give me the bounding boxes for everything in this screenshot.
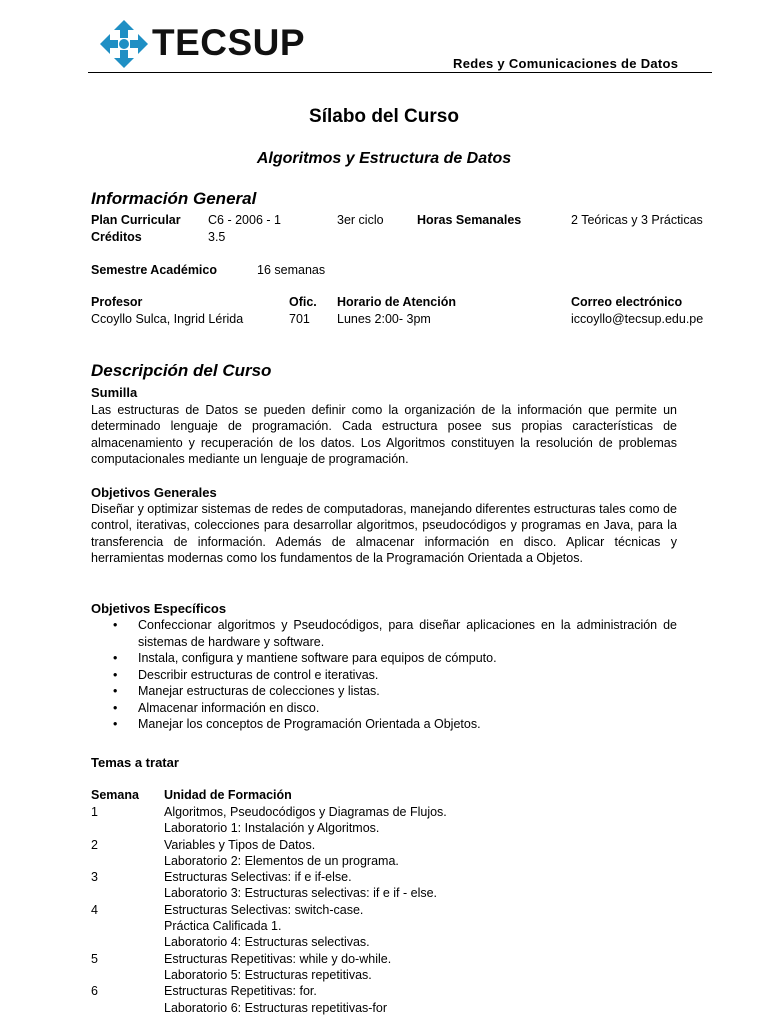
week-number: 2 <box>91 837 98 852</box>
department-header: Redes y Comunicaciones de Datos <box>453 56 679 71</box>
objectives-title: Objetivos Generales <box>91 485 217 500</box>
table-row <box>91 869 691 902</box>
office-value: 701 <box>289 312 310 326</box>
table-row <box>91 951 691 984</box>
hours-label: Horas Semanales <box>417 213 522 227</box>
unit-line: Laboratorio 3: Estructuras selectivas: if e if - else. <box>164 886 438 901</box>
unit-line: Algoritmos, Pseudocódigos y Diagramas de Flujos. <box>164 805 447 819</box>
unit-line: Práctica Calificada 1. <box>164 919 282 934</box>
unit-line: Laboratorio 4: Estructuras selectivas. <box>164 935 370 950</box>
unit-line: Estructuras Repetitivas: for. <box>164 984 317 999</box>
schedule-value: Lunes 2:00- 3pm <box>337 312 431 326</box>
course-name: Algoritmos y Estructura de Datos <box>256 150 512 167</box>
list-item: • Manejar los conceptos de Programación Orientada a Objetos. <box>113 717 481 731</box>
bullet-icon: • <box>113 684 118 698</box>
table-row <box>91 902 691 951</box>
week-number: 3 <box>91 870 98 885</box>
week-column-header: Semana <box>91 788 139 802</box>
unit-line: Estructuras Repetitivas: while y do-while. <box>164 951 392 966</box>
professor-label: Profesor <box>91 295 143 309</box>
bullet-icon: • <box>113 717 118 731</box>
bullet-icon: • <box>113 667 118 682</box>
page-title: Sílabo del Curso <box>309 106 459 127</box>
semester-label: Semestre Académico <box>91 263 217 277</box>
list-item: • Manejar estructuras de colecciones y listas. <box>113 684 380 698</box>
email-label: Correo electrónico <box>571 295 683 309</box>
unit-line: Laboratorio 2: Elementos de un programa. <box>164 853 399 868</box>
credits-value: 3.5 <box>208 230 226 244</box>
plan-label: Plan Curricular <box>91 213 181 227</box>
list-item: • Describir estructuras de control e iterativas. <box>113 667 379 682</box>
logo-text: TECSUP <box>152 22 306 63</box>
week-number: 1 <box>91 805 98 819</box>
table-row <box>91 837 691 870</box>
specific-objectives-list <box>91 617 677 733</box>
topics-table <box>91 804 691 1016</box>
unit-line: Variables y Tipos de Datos. <box>164 837 316 852</box>
tecsup-logo-icon <box>98 18 150 70</box>
unit-column-header: Unidad de Formación <box>164 788 292 802</box>
table-row <box>91 983 691 1016</box>
schedule-label: Horario de Atención <box>337 295 456 309</box>
table-row <box>91 804 691 837</box>
bullet-icon: • <box>113 618 118 632</box>
sumilla-title: Sumilla <box>91 385 138 400</box>
unit-line: Laboratorio 1: Instalación y Algoritmos. <box>164 821 380 836</box>
header-divider <box>88 72 712 73</box>
description-heading: Descripción del Curso <box>91 361 272 380</box>
bullet-icon: • <box>113 700 118 715</box>
week-number: 5 <box>91 951 98 966</box>
semester-value: 16 semanas <box>257 263 326 277</box>
objectives-text: Diseñar y optimizar sistemas de redes de computadoras, manejando diferentes estructuras tales como de control, iterativas, colecciones para desarrollar algoritmos, pseudocódigos y programas en Java, para la transferencia de información. Además de almacenar información en disco. Aplicar técnicas y herramientas modernas como los fundamentos de la Programación Orientada a Objetos. <box>91 502 677 565</box>
credits-label: Créditos <box>91 230 142 244</box>
info-general-heading: Información General <box>91 189 257 208</box>
list-item: • Confeccionar algoritmos y Pseudocódigos, para diseñar aplicaciones en la administración de sistemas de hardware y software. <box>113 618 677 649</box>
plan-value: C6 - 2006 - 1 <box>208 213 281 227</box>
topics-title: Temas a tratar <box>91 755 179 770</box>
office-label: Ofic. <box>289 295 317 309</box>
week-number: 6 <box>91 984 98 999</box>
unit-line: Estructuras Selectivas: switch-case. <box>164 902 364 917</box>
professor-value: Ccoyllo Sulca, Ingrid Lérida <box>91 312 244 326</box>
sumilla-text: Las estructuras de Datos se pueden definir como la organización de la información que permite un determinado lenguaje de programación. Cada estructura posee sus propias características de almacenamiento y recuperación de los datos. Los Algoritmos constituyen la resolución de problemas computacionales mediante un lenguaje de programación. <box>91 403 677 466</box>
cycle-value: 3er ciclo <box>337 213 384 227</box>
unit-line: Estructuras Selectivas: if e if-else. <box>164 870 352 885</box>
week-number: 4 <box>91 902 98 917</box>
bullet-icon: • <box>113 651 118 665</box>
email-value: iccoyllo@tecsup.edu.pe <box>571 312 704 326</box>
list-item: • Almacenar información en disco. <box>113 700 320 715</box>
list-item: • Instala, configura y mantiene software para equipos de cómputo. <box>113 651 497 665</box>
specific-objectives-title: Objetivos Específicos <box>91 601 227 616</box>
unit-line: Laboratorio 5: Estructuras repetitivas. <box>164 967 372 982</box>
hours-value: 2 Teóricas y 3 Prácticas <box>571 213 703 227</box>
unit-line: Laboratorio 6: Estructuras repetitivas-for <box>164 1000 388 1015</box>
